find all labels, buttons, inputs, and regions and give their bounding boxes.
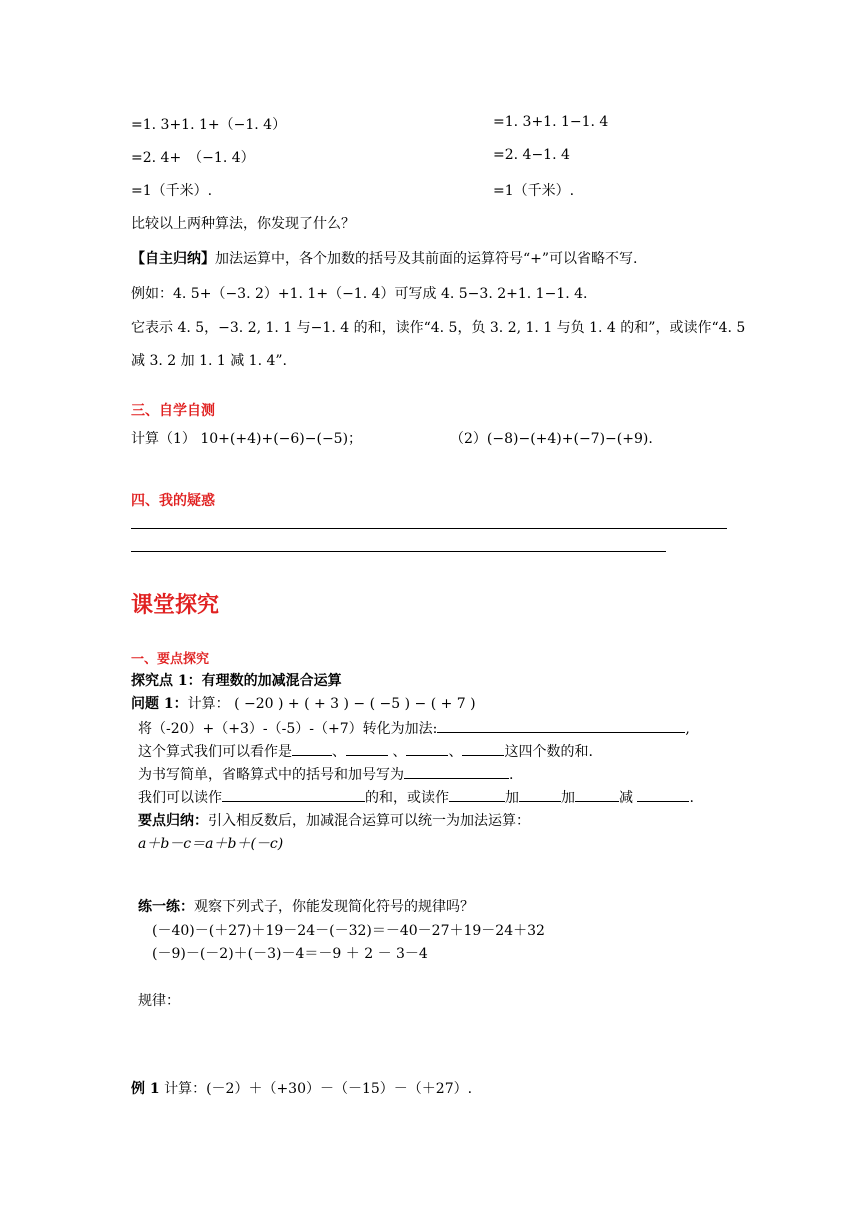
separator: 、 [332,744,346,760]
induction-label: 【自主归纳】 [131,251,215,267]
q1-line-1: 将（-20）+（+3）-（-5）-（+7）转化为加法: , [138,718,690,738]
means-line-2: 减 3. 2 加 1. 1 减 1. 4”. [131,353,288,369]
blank-read-3[interactable] [519,787,561,802]
class-title: 课堂探究 [131,592,220,618]
practice-eq-1: (－40)－(＋27)＋19－24－(－32)＝－40－27＋19－24＋32 [152,923,545,939]
practice-eq-2: (－9)－(－2)＋(－3)－4＝－9 ＋ 2 － 3－4 [152,946,428,962]
period: . [509,767,514,783]
question-1-label: 问题 1： [131,696,188,712]
q1-line-4-text-b: 的和，或读作 [365,790,449,806]
means-line-1: 它表示 4. 5，−3. 2, 1. 1 与−1. 4 的和，读作“4. 5，负 3. 2, 1. 1 与负 1. 4 的和”，或读作“4. 5 [131,320,746,336]
selftest-1: 计算（1） 10+(+4)+(−6)−(−5)； [131,431,363,447]
plus-word: 加 [505,790,519,806]
q1-line-3 [138,764,513,784]
blank-number-3[interactable] [406,741,448,756]
induction-paragraph [131,248,638,268]
q1-line-4 [138,787,694,807]
separator: 、 [448,744,463,760]
blank-addition[interactable] [437,718,685,733]
question-1 [131,693,476,713]
section-4-title: 四、我的疑惑 [131,493,215,509]
question-1-text: 计算： ( −20 ) + ( + 3 ) − ( −5 ) − ( + 7 ) [187,696,476,712]
key-summary [138,810,530,830]
calc-left-2: =2. 4+ （−1. 4） [131,150,255,166]
key-title: 一、要点探究 [131,652,210,667]
formula: a＋b－c＝a＋b＋(－c) [138,836,284,852]
induction-text: 加法运算中，各个加数的括号及其前面的运算符号“+”可以省略不写. [215,251,638,267]
answer-line-2 [131,551,666,552]
blank-number-4[interactable] [462,741,504,756]
calc-right-2: =2. 4−1. 4 [493,147,570,163]
example-text: 例如：4. 5+（−3. 2）+1. 1+（−1. 4）可写成 4. 5−3. 2+1. 1−1. 4. [131,286,588,302]
calc-right-1: =1. 3+1. 1−1. 4 [493,114,609,130]
calc-left-3: =1（千米）. [131,183,213,199]
q1-line-2-end: 这四个数的和. [504,744,593,760]
blank-read-4[interactable] [575,787,619,802]
blank-number-1[interactable] [292,741,332,756]
minus-word: 减 [619,790,638,806]
key-summary-label: 要点归纳： [138,813,208,829]
period: . [689,790,694,806]
key-summary-text: 引入相反数后，加减混合运算可以统一为加法运算： [208,813,530,829]
q1-line-2 [138,741,593,761]
practice-text: 观察下列式子，你能发现简化符号的规律吗？ [194,899,474,915]
blank-simplified[interactable] [404,764,509,779]
q1-line-3-text: 为书写简单，省略算式中的括号和加号写为 [138,767,404,783]
q1-line-4-text: 我们可以读作 [138,790,222,806]
blank-read-5[interactable] [637,787,689,802]
plus-word: 加 [561,790,575,806]
practice [138,896,474,916]
point-1-title: 探究点 1：有理数的加减混合运算 [131,673,342,689]
blank-read-2[interactable] [449,787,505,802]
blank-read-1[interactable] [222,787,365,802]
q1-line-1-text: 将（-20）+（+3）-（-5）-（+7）转化为加法: [138,721,438,737]
blank-number-2[interactable] [346,741,388,756]
separator: 、 [388,744,407,760]
selftest-2: （2）(−8)−(+4)+(−7)−(+9). [450,431,653,447]
example-1-label: 例 1 [131,1081,160,1097]
section-3-title: 三、自学自测 [131,403,215,419]
compare-question: 比较以上两种算法，你发现了什么？ [131,216,355,232]
rule-label: 规律： [138,993,180,1009]
answer-line-1 [131,528,727,529]
calc-left-1: =1. 3+1. 1+（−1. 4） [131,117,287,133]
example-1-text: 计算：(－2）＋（+30）－（－15）－（＋27）. [159,1081,473,1097]
q1-line-2-text: 这个算式我们可以看作是 [138,744,292,760]
example-1 [131,1078,472,1098]
practice-label: 练一练： [138,899,194,915]
calc-right-3: =1（千米）. [493,183,575,199]
